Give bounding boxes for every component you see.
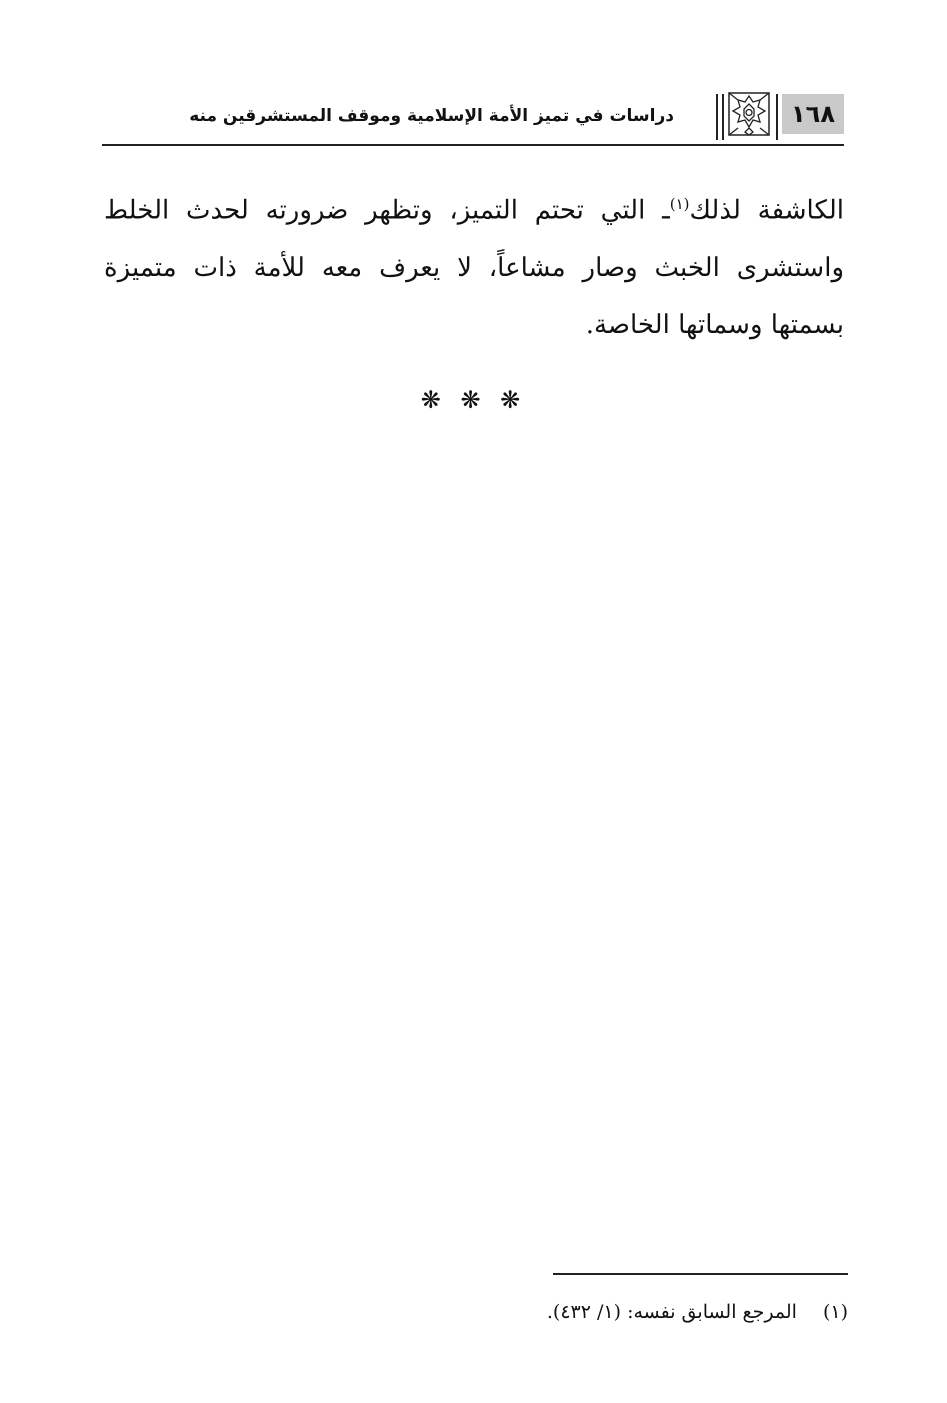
body-text-start: الكاشفة لذلك [689, 195, 844, 226]
header-divider [722, 94, 724, 140]
footnote-rule [553, 1273, 848, 1275]
footnote [547, 1301, 848, 1323]
header-divider [776, 94, 778, 140]
page-number: ١٦٨ [782, 94, 844, 134]
footnote-text: المرجع السابق نفسه: (١/ ٤٣٢). [546, 1301, 797, 1323]
geometric-star-ornament-icon [728, 92, 770, 136]
footnote-reference: (١) [669, 195, 690, 213]
section-separator: ❋ ❋ ❋ [420, 386, 527, 414]
page-header [102, 90, 844, 146]
header-rule [102, 144, 844, 146]
body-text-rest: ـ التي تحتم التميز، وتظهر ضرورته لحدث الخلط واستشرى الخبث وصار مشاعاً، لا يعرف معه للأمة ذات متميزة بسمتها وسماتها الخاصة. [104, 195, 844, 340]
footnote-number: (١) [822, 1301, 848, 1323]
body-paragraph [104, 176, 844, 354]
running-title: دراسات في تميز الأمة الإسلامية وموقف المستشرقين منه [189, 106, 674, 126]
header-divider [716, 94, 718, 140]
